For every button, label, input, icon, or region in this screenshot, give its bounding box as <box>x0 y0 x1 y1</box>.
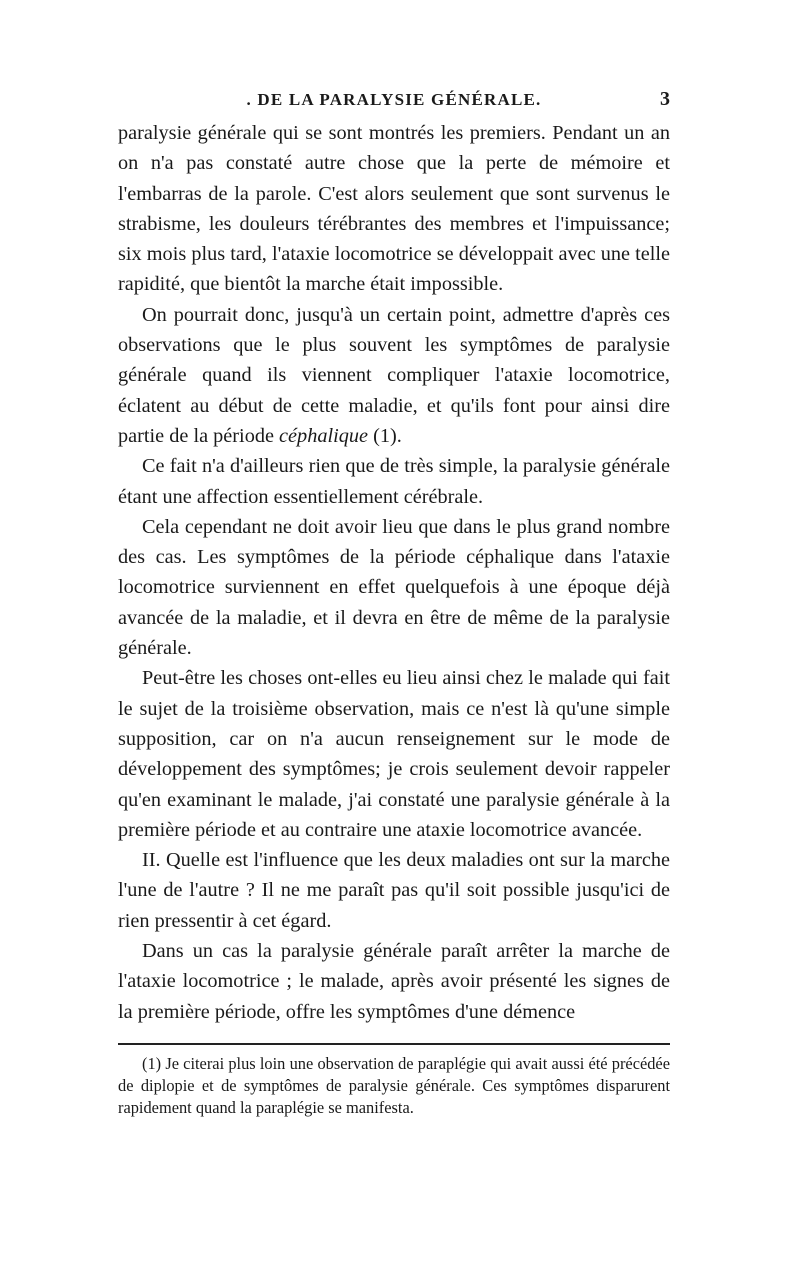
italic-term: céphalique <box>279 424 369 447</box>
book-page <box>118 86 670 1119</box>
paragraph-3: Ce fait n'a d'ailleurs rien que de très simple, la paralysie générale étant une affection essentiellement cérébrale. <box>118 455 670 508</box>
paragraph-2-text: On pourrait donc, jusqu'à un certain point, admettre d'après ces observations que le plus souvent les symptômes de paralysie générale quand ils viennent compliquer l'ataxie locomotrice, éclatent au début de cette maladie, et qu'ils font pour ainsi dire partie de la période <box>118 303 670 447</box>
paragraph-5: Peut-être les choses ont-elles eu lieu ainsi chez le malade qui fait le sujet de la troisième observation, mais ce n'est là qu'une simple supposition, car on n'a aucun renseignement sur le mode de développement des symptômes; je crois seulement devoir rappeler qu'en examinant le malade, j'ai constaté une paralysie générale à la première période et au contraire une ataxie locomotrice avancée. <box>118 667 670 841</box>
running-title: . DE LA PARALYSIE GÉNÉRALE. <box>246 90 542 109</box>
footnote-reference: (1). <box>368 424 402 447</box>
paragraph-2 <box>118 300 670 451</box>
footnote: (1) Je citerai plus loin une observation de paraplégie qui avait aussi été précédée de diplopie et de symptômes de paralysie générale. Ces symptômes disparurent rapidement quand la paraplégie se manifesta. <box>118 1053 670 1117</box>
body-text <box>118 118 670 1027</box>
running-head <box>118 86 670 118</box>
paragraph-6: II. Quelle est l'influence que les deux maladies ont sur la marche l'une de l'autre ? Il ne me paraît pas qu'il soit possible jusqu'ici de rien pressentir à cet égard. <box>118 849 670 932</box>
footnote-divider <box>118 1043 670 1045</box>
paragraph-4: Cela cependant ne doit avoir lieu que dans le plus grand nombre des cas. Les symptômes de la période céphalique dans l'ataxie locomotrice surviennent en effet quelquefois à une époque déjà avancée de la maladie, et il devra en être de même de la paralysie générale. <box>118 515 670 660</box>
paragraph-1: paralysie générale qui se sont montrés les premiers. Pendant un an on n'a pas constaté autre chose que la perte de mémoire et l'embarras de la parole. C'est alors seulement que sont survenus le strabisme, les douleurs térébrantes des membres et l'impuissance; six mois plus tard, l'ataxie locomotrice se développait avec une telle rapidité, que bientôt la marche était impossible. <box>118 122 670 296</box>
page-number: 3 <box>660 88 670 110</box>
paragraph-7: Dans un cas la paralysie générale paraît arrêter la marche de l'ataxie locomotrice ; le malade, après avoir présenté les signes de la première période, offre les symptômes d'une démence <box>118 940 670 1023</box>
